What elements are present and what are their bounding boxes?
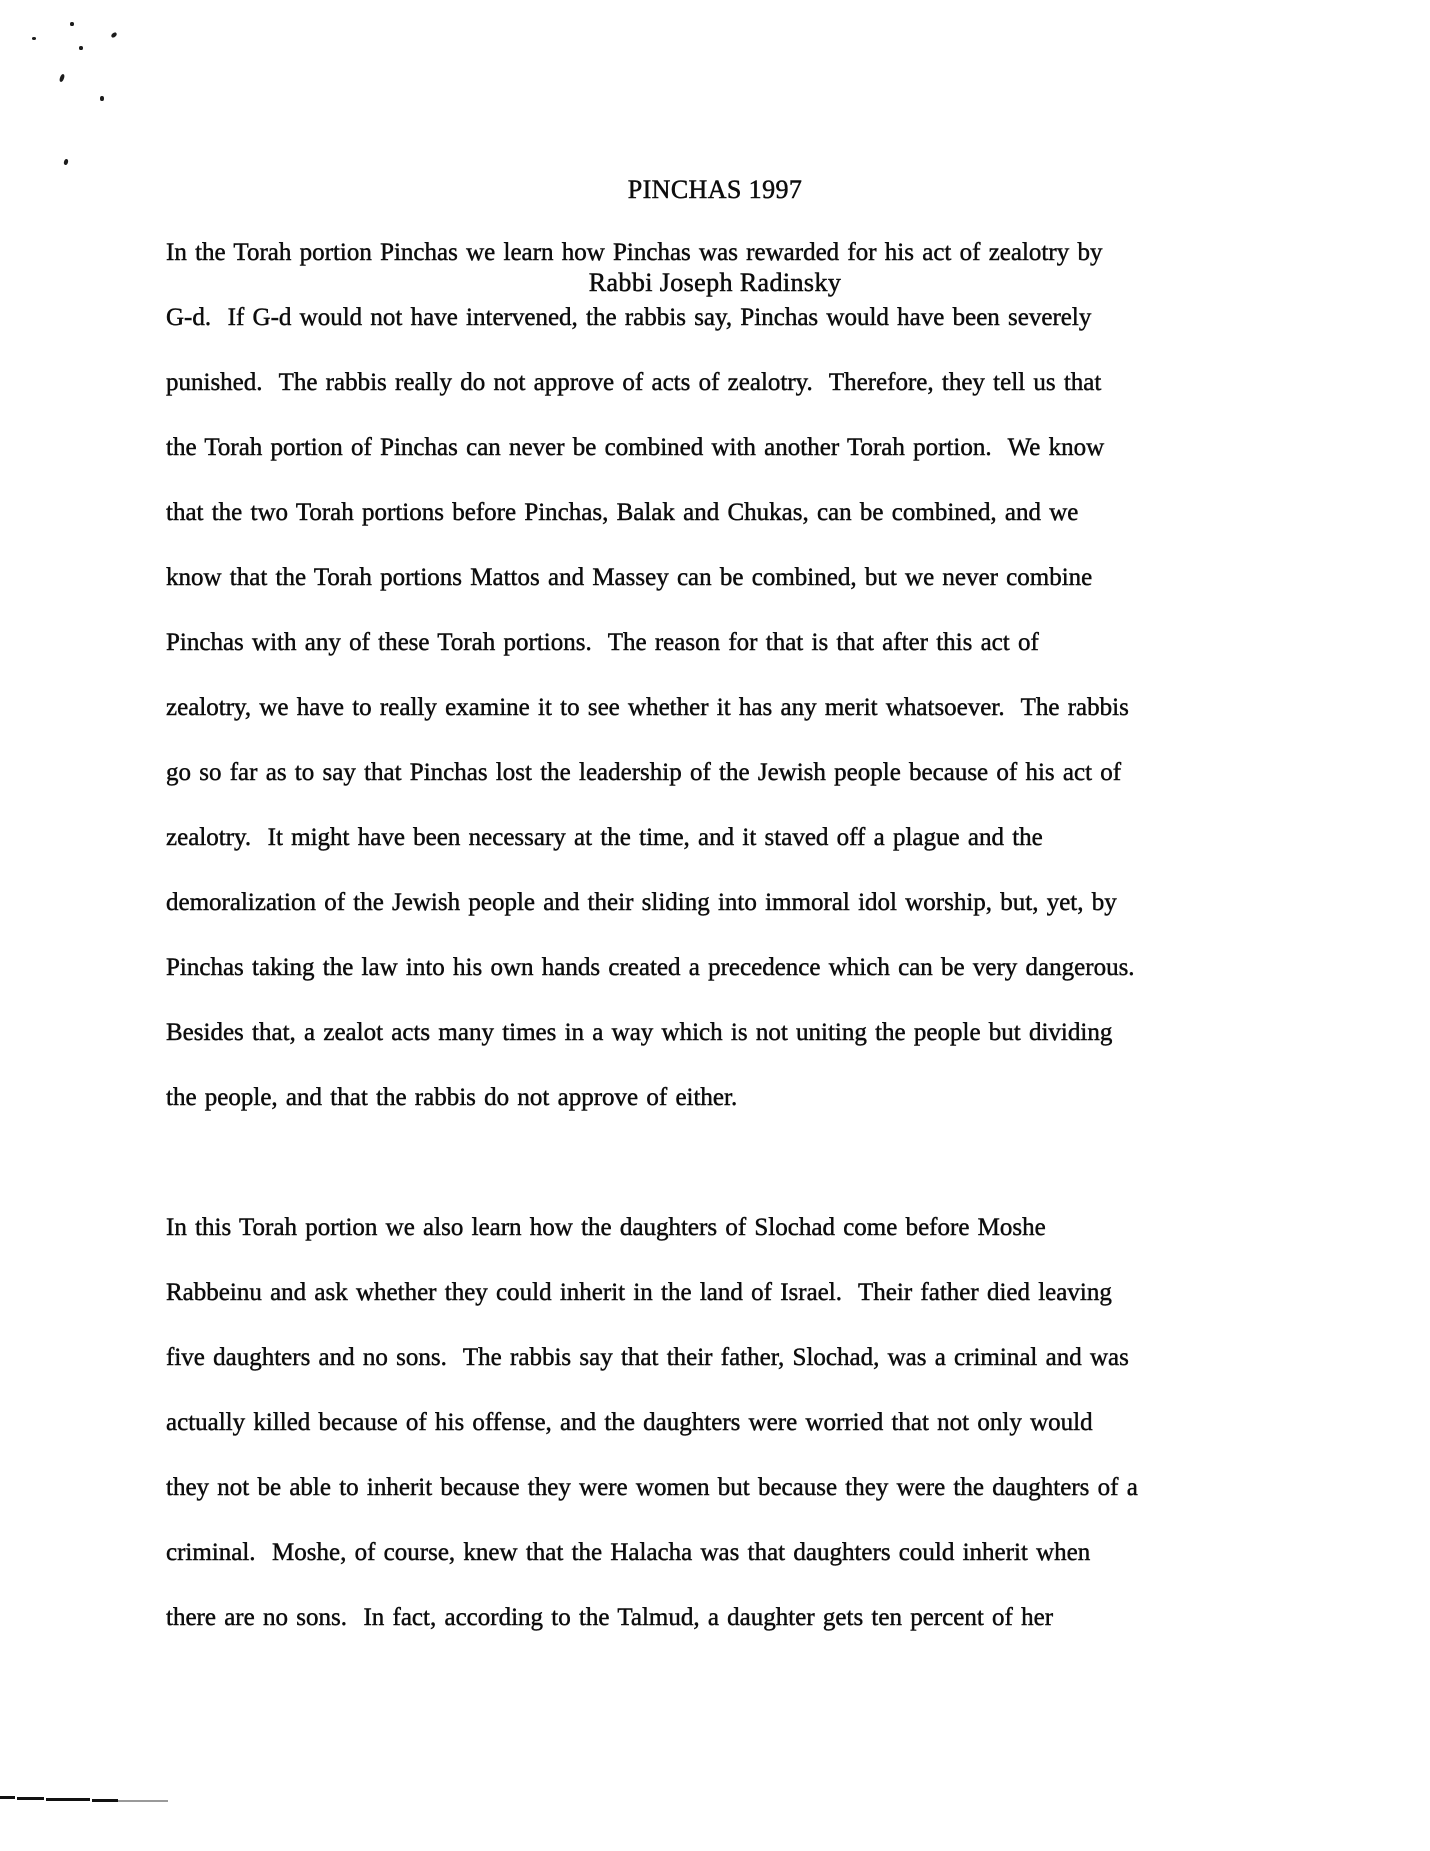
- scan-edge-line-segment: [0, 1796, 15, 1799]
- text-line: that the two Torah portions before Pinchas, Balak and Chukas, can be combined, and we: [166, 499, 1079, 526]
- text-line: they not be able to inherit because they were women but because they were the daughters of a: [166, 1474, 1138, 1501]
- scan-speck: [100, 96, 104, 101]
- scan-speck: [70, 22, 74, 26]
- text-line: demoralization of the Jewish people and their sliding into immoral idol worship, but, yet, by: [166, 889, 1117, 916]
- text-line: there are no sons. In fact, according to the Talmud, a daughter gets ten percent of her: [166, 1604, 1054, 1631]
- text-line: Pinchas taking the law into his own hands created a precedence which can be very dangerous.: [166, 954, 1135, 981]
- text-line: In the Torah portion Pinchas we learn how Pinchas was rewarded for his act of zealotry by: [166, 239, 1103, 266]
- text-line: zealotry, we have to really examine it to see whether it has any merit whatsoever. The rabbis: [166, 694, 1129, 721]
- text-line: know that the Torah portions Mattos and Massey can be combined, but we never combine: [166, 564, 1093, 591]
- text-line: the Torah portion of Pinchas can never be combined with another Torah portion. We know: [166, 434, 1105, 461]
- scan-speck: [110, 32, 117, 39]
- text-line: Besides that, a zealot acts many times in a way which is not uniting the people but dividing: [166, 1019, 1113, 1046]
- text-line: Pinchas with any of these Torah portions. The reason for that is that after this act of: [166, 629, 1039, 656]
- text-line: go so far as to say that Pinchas lost the leadership of the Jewish people because of his act of: [166, 759, 1122, 786]
- scan-speck: [59, 74, 65, 83]
- document-author: Rabbi Joseph Radinsky: [588, 268, 842, 297]
- scan-edge-line-segment: [118, 1800, 168, 1802]
- text-line: Rabbeinu and ask whether they could inherit in the land of Israel. Their father died leaving: [166, 1279, 1112, 1306]
- text-line: zealotry. It might have been necessary at the time, and it staved off a plague and the: [166, 824, 1043, 851]
- paragraph: [166, 220, 1346, 1130]
- text-line: G-d. If G-d would not have intervened, the rabbis say, Pinchas would have been severely: [166, 304, 1092, 331]
- text-line: actually killed because of his offense, and the daughters were worried that not only would: [166, 1409, 1093, 1436]
- paragraph: [166, 1195, 1346, 1650]
- document-title: PINCHAS 1997: [627, 175, 803, 204]
- scan-edge-line-segment: [46, 1798, 90, 1801]
- text-line: the people, and that the rabbis do not approve of either.: [166, 1084, 738, 1111]
- text-line: punished. The rabbis really do not approve of acts of zealotry. Therefore, they tell us that: [166, 369, 1102, 396]
- document-body: [166, 220, 1346, 1715]
- text-line: criminal. Moshe, of course, knew that the Halacha was that daughters could inherit when: [166, 1539, 1091, 1566]
- scan-edge-line-segment: [17, 1797, 44, 1800]
- scan-edge-line-segment: [92, 1799, 118, 1802]
- text-line: five daughters and no sons. The rabbis say that their father, Slochad, was a criminal and was: [166, 1344, 1129, 1371]
- text-line: In this Torah portion we also learn how the daughters of Slochad come before Moshe: [166, 1214, 1046, 1241]
- scan-speck: [79, 46, 83, 50]
- scan-speck: [32, 37, 36, 40]
